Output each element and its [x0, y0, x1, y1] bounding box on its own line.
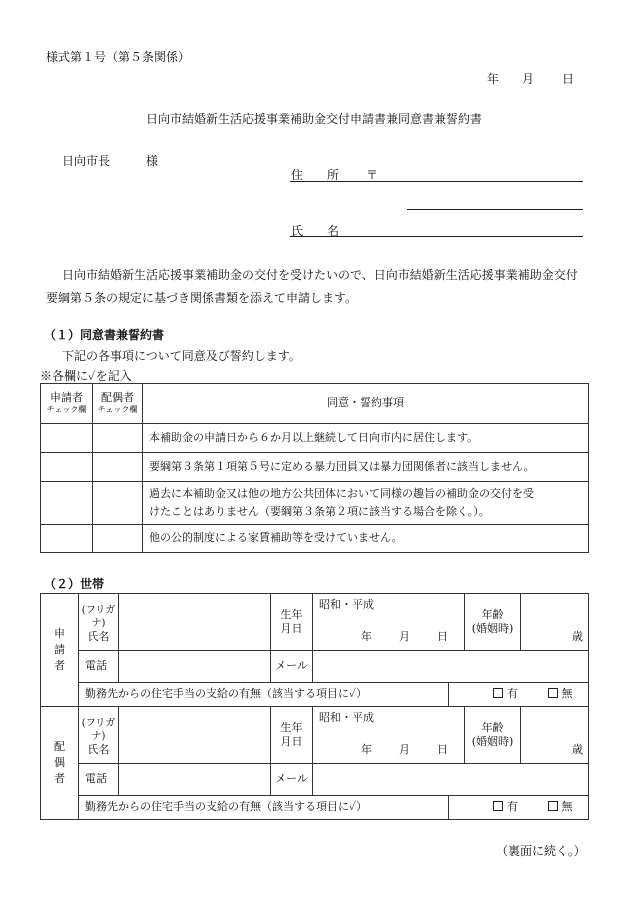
birth-label-1: 生年	[280, 607, 303, 621]
yes-checkbox-icon[interactable]	[493, 801, 503, 811]
applicant-check-cell[interactable]	[41, 482, 93, 525]
spouse-age-input[interactable]	[521, 707, 589, 764]
spouse-check-header	[93, 384, 143, 424]
allowance-yes-label: 有	[507, 800, 518, 814]
consent-item-text: 要綱第３条第１項第５号に定める暴力団員又は暴力団関係者に該当しません。	[143, 453, 589, 482]
intro-line-1: 日向市結婚新生活応援事業補助金の交付を受けたいので、日向市結婚新生活応援事業補助金交付	[62, 268, 578, 282]
form-number: 様式第１号（第５条関係）	[46, 50, 191, 64]
applicant-name-input[interactable]	[119, 594, 271, 651]
day-label: 日	[437, 630, 448, 643]
applicant-allowance-row	[41, 683, 589, 707]
postal-mark: 〒	[366, 168, 379, 182]
applicant-name-row	[41, 594, 589, 651]
section1-note: ※各欄に✓を記入	[40, 369, 132, 383]
mail-label: メール	[271, 651, 313, 683]
spouse-name-row	[41, 707, 589, 764]
applicant-name-line[interactable]	[290, 236, 583, 237]
continued-note: （裏面に続く。）	[496, 844, 586, 858]
allowance-yes-option[interactable]	[493, 687, 518, 700]
allowance-no-option[interactable]	[548, 800, 573, 813]
consent-item-text: 本補助金の申請日から６か月以上継続して日向市内に居住します。	[143, 424, 589, 453]
allowance-yes-label: 有	[507, 687, 518, 701]
applicant-check-header-label: 申請者	[50, 391, 83, 405]
name-label: 氏 名	[291, 224, 340, 238]
section1-lead: 下記の各事項について同意及び誓約します。	[62, 349, 301, 363]
no-checkbox-icon[interactable]	[548, 801, 558, 811]
consent-item-text	[143, 482, 589, 525]
intro-line-2: 要綱第５条の規定に基づき関係書類を添えて申請します。	[46, 291, 358, 305]
age-label-cell	[465, 594, 521, 651]
address-label: 住 所	[291, 168, 340, 182]
allowance-question: 勤務先からの住宅手当の支給の有無（該当する項目に✓）	[79, 683, 449, 707]
era-label: 昭和・平成	[319, 711, 374, 724]
consent-header-row	[41, 384, 589, 424]
allowance-question: 勤務先からの住宅手当の支給の有無（該当する項目に✓）	[79, 796, 449, 820]
consent-item-text: 他の公的制度による家賃補助等を受けていません。	[143, 525, 589, 553]
spouse-side-label	[41, 707, 79, 820]
spouse-check-cell[interactable]	[93, 424, 143, 453]
age-label-2: (婚姻時)	[471, 735, 514, 748]
consent-row	[41, 525, 589, 553]
spouse-phone-input[interactable]	[119, 764, 271, 796]
date-month-label: 月	[522, 72, 535, 86]
applicant-mail-input[interactable]	[313, 651, 589, 683]
address-line-1[interactable]	[290, 181, 583, 182]
applicant-check-cell[interactable]	[41, 525, 93, 553]
section2-heading: （２）世帯	[44, 577, 105, 591]
spouse-check-header-label: 配偶者	[101, 391, 134, 405]
applicant-side-label-text: 申請者	[54, 627, 65, 672]
year-label: 年	[361, 743, 372, 756]
age-unit: 歳	[572, 630, 584, 643]
spouse-check-cell[interactable]	[93, 482, 143, 525]
birth-label-1: 生年	[280, 720, 303, 734]
consent-row	[41, 424, 589, 453]
birth-label-cell	[271, 707, 313, 764]
consent-row	[41, 482, 589, 525]
consent-item-text-line-1: 過去に本補助金又は他の地方公共団体において同様の趣旨の補助金の交付を受	[149, 487, 534, 501]
age-label-1: 年齢	[481, 720, 504, 734]
furigana-label: (フリガナ)	[81, 605, 116, 629]
era-label: 昭和・平成	[319, 598, 374, 611]
household-table	[40, 593, 589, 820]
consent-item-text-line-2: けたことはありません（要綱第３条第２項に該当する場合を除く。）。	[149, 505, 490, 518]
spouse-contact-row	[41, 764, 589, 796]
applicant-allowance-options	[449, 683, 589, 707]
document-title: 日向市結婚新生活応援事業補助金交付申請書兼同意書兼誓約書	[146, 112, 483, 126]
day-label: 日	[437, 743, 448, 756]
no-checkbox-icon[interactable]	[548, 688, 558, 698]
applicant-check-header	[41, 384, 93, 424]
furigana-label: (フリガナ)	[81, 718, 116, 742]
year-label: 年	[361, 630, 372, 643]
section1-heading: （１）同意書兼誓約書	[44, 328, 165, 342]
phone-label: 電話	[79, 651, 119, 683]
applicant-check-cell[interactable]	[41, 424, 93, 453]
allowance-yes-option[interactable]	[493, 800, 518, 813]
name-label-cell	[79, 594, 119, 651]
spouse-allowance-row	[41, 796, 589, 820]
allowance-no-option[interactable]	[548, 687, 573, 700]
age-unit: 歳	[572, 743, 584, 756]
applicant-side-label	[41, 594, 79, 707]
month-label: 月	[399, 630, 410, 643]
allowance-no-label: 無	[561, 800, 573, 814]
name-label-cell	[79, 707, 119, 764]
applicant-birthdate-input[interactable]	[313, 594, 465, 651]
month-label: 月	[399, 743, 410, 756]
spouse-name-input[interactable]	[119, 707, 271, 764]
phone-label: 電話	[79, 764, 119, 796]
age-label-2: (婚姻時)	[471, 622, 514, 635]
mail-label: メール	[271, 764, 313, 796]
applicant-phone-input[interactable]	[119, 651, 271, 683]
addressee-honorific: 様	[146, 154, 159, 168]
name-label: 氏名	[87, 630, 110, 643]
birth-label-2: 月日	[280, 622, 303, 635]
birth-label-cell	[271, 594, 313, 651]
spouse-allowance-options	[449, 796, 589, 820]
spouse-check-cell[interactable]	[93, 453, 143, 482]
spouse-check-header-sub: チェック欄	[97, 405, 138, 415]
consent-items-header: 同意・誓約事項	[143, 384, 589, 424]
name-label: 氏名	[87, 743, 110, 756]
allowance-no-label: 無	[561, 687, 573, 701]
consent-row	[41, 453, 589, 482]
age-label-1: 年齢	[481, 607, 504, 621]
applicant-age-input[interactable]	[521, 594, 589, 651]
address-line-2[interactable]	[407, 209, 583, 210]
spouse-check-cell[interactable]	[93, 525, 143, 553]
applicant-contact-row	[41, 651, 589, 683]
consent-table	[40, 383, 589, 553]
spouse-side-label-text: 配偶者	[54, 740, 65, 785]
spouse-mail-input[interactable]	[313, 764, 589, 796]
date-year-label: 年	[487, 72, 500, 86]
applicant-check-header-sub: チェック欄	[46, 405, 87, 415]
age-label-cell	[465, 707, 521, 764]
birth-label-2: 月日	[280, 735, 303, 748]
date-day-label: 日	[562, 72, 575, 86]
yes-checkbox-icon[interactable]	[493, 688, 503, 698]
spouse-birthdate-input[interactable]	[313, 707, 465, 764]
addressee-mayor: 日向市長	[62, 154, 111, 168]
applicant-check-cell[interactable]	[41, 453, 93, 482]
